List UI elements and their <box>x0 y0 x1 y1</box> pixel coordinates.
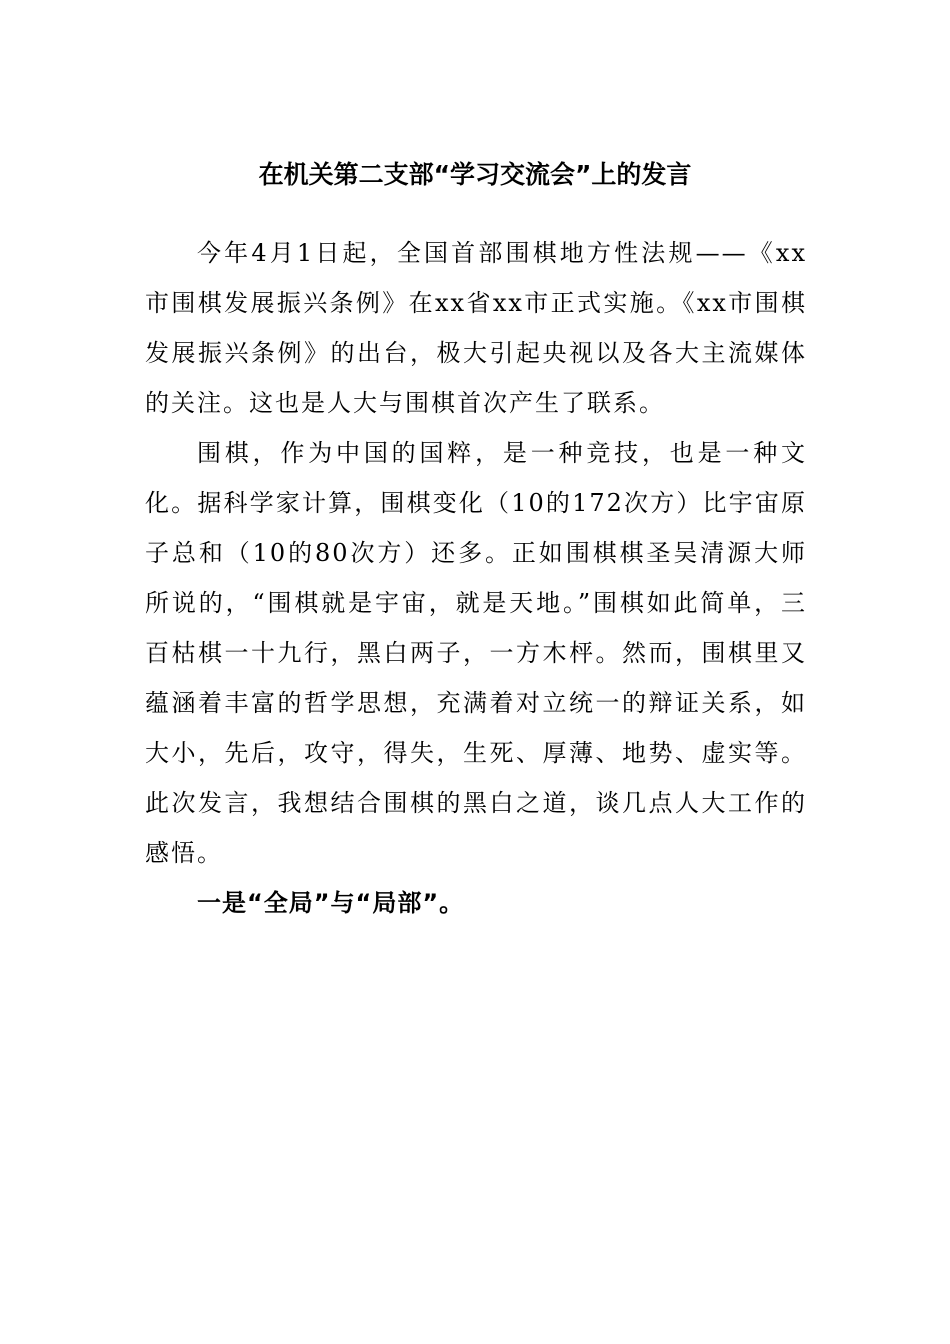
paragraph-go-culture: 围棋，作为中国的国粹，是一种竞技，也是一种文化。据科学家计算，围棋变化（10的172次方）比宇宙原子总和（10的80次方）还多。正如围棋棋圣吴清源大师所说的，“围棋就是宇宙，就是天地。”围棋如此简单，三百枯棋一十九行，黑白两子，一方木枰。然而，围棋里又蕴涵着丰富的哲学思想，充满着对立统一的辩证关系，如大小，先后，攻守，得失，生死、厚薄、地势、虚实等。此次发言，我想结合围棋的黑白之道，谈几点人大工作的感悟。 <box>145 439 807 867</box>
document-title: 在机关第二支部“学习交流会”上的发言 <box>258 160 692 189</box>
document-body <box>145 228 807 928</box>
section-heading: 一是“全局”与“局部”。 <box>197 889 465 917</box>
paragraph-intro: 今年4月1日起，全国首部围棋地方性法规——《xx市围棋发展振兴条例》在xx省xx市正式实施。《xx市围棋发展振兴条例》的出台，极大引起央视以及各大主流媒体的关注。这也是人大与围棋首次产生了联系。 <box>145 239 807 417</box>
